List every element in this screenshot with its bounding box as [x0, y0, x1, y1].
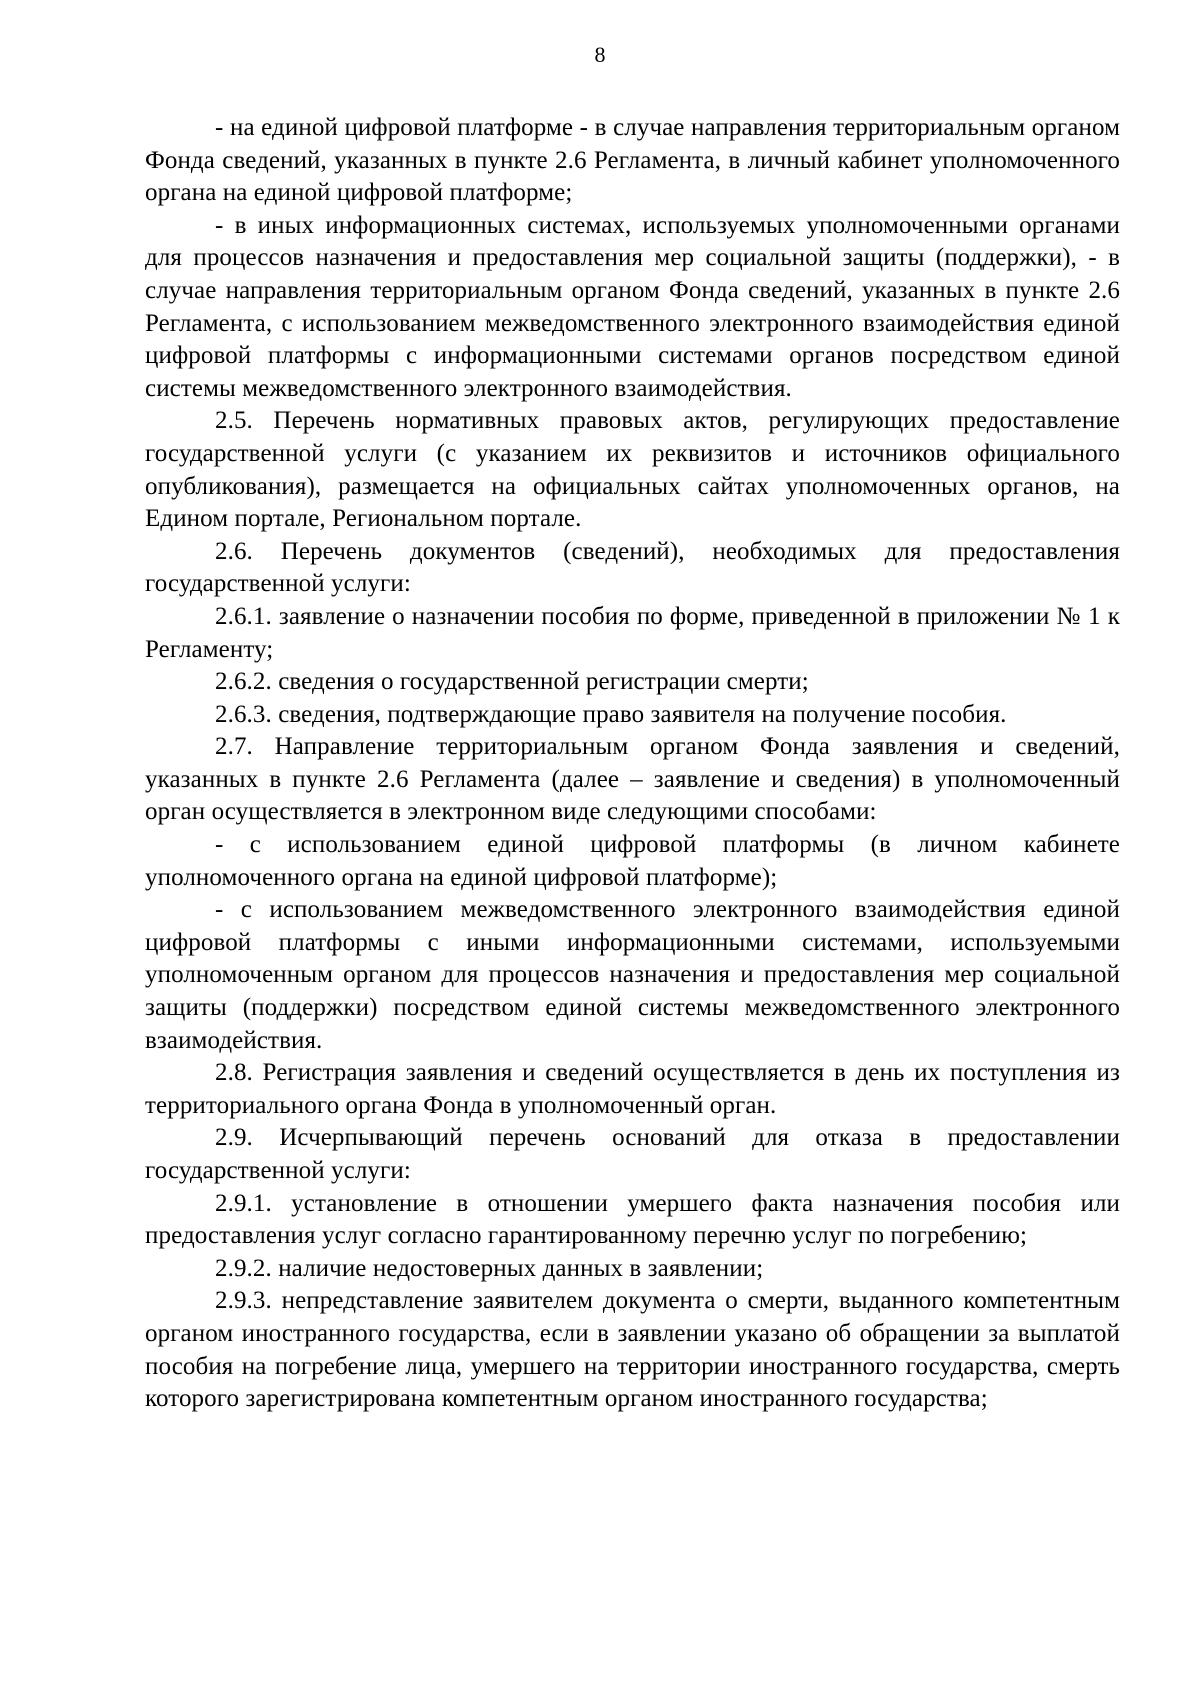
- paragraph-2-6: 2.6. Перечень документов (сведений), необходимых для предоставления государственной услуги:: [145, 537, 1120, 598]
- page-number: 8: [594, 42, 606, 67]
- paragraph-2-9-2: 2.9.2. наличие недостоверных данных в заявлении;: [215, 1254, 764, 1282]
- document-body: [145, 112, 1120, 1416]
- paragraph-2-5: 2.5. Перечень нормативных правовых актов, регулирующих предоставление государственной услуги (с указанием их реквизитов и источников официального опубликования), размещается на официальных сайтах уполномоченных органов, на Едином портале, Региональном портале.: [145, 407, 1120, 533]
- paragraph-2-6-2: 2.6.2. сведения о государственной регистрации смерти;: [215, 668, 809, 696]
- paragraph-2-9: 2.9. Исчерпывающий перечень оснований для отказа в предоставлении государственной услуги:: [145, 1124, 1120, 1184]
- paragraph-2-9-1: 2.9.1. установление в отношении умершего факта назначения пособия или предоставления услуг согласно гарантированному перечню услуг по погребению;: [145, 1189, 1120, 1250]
- paragraph-other-systems: - в иных информационных системах, используемых уполномоченными органами для процессов назначения и предоставления мер социальной защиты (поддержки), - в случае направления территориальным органом Фонда сведений, указанных в пункте 2.6 Регламента, с использованием межведомственного электронного взаимодействия единой цифровой платформы с информационными системами органов посредством единой системы межведомственного электронного взаимодействия.: [145, 211, 1120, 402]
- paragraph-method-platform: - с использованием единой цифровой платформы (в личном кабинете уполномоченного органа на единой цифровой платформе);: [145, 831, 1120, 891]
- paragraph-2-6-1: 2.6.1. заявление о назначении пособия по форме, приведенной в приложении № 1 к Регламенту;: [145, 602, 1120, 663]
- paragraph-2-6-3: 2.6.3. сведения, подтверждающие право заявителя на получение пособия.: [215, 700, 1007, 728]
- paragraph-2-8: 2.8. Регистрация заявления и сведений осуществляется в день их поступления из территориального органа Фонда в уполномоченный орган.: [145, 1059, 1120, 1119]
- paragraph-method-interaction: - с использованием межведомственного электронного взаимодействия единой цифровой платформы с иными информационными системами, используемыми уполномоченным органом для процессов назначения и предоставления мер социальной защиты (поддержки) посредством единой системы межведомственного электронного взаимодействия.: [145, 896, 1120, 1054]
- paragraph-2-9-3: 2.9.3. непредставление заявителем документа о смерти, выданного компетентным органом иностранного государства, если в заявлении указано об обращении за выплатой пособия на погребение лица, умершего на территории иностранного государства, смерть которого зарегистрирована компетентным органом иностранного государства;: [145, 1287, 1120, 1413]
- paragraph-2-7: 2.7. Направление территориальным органом Фонда заявления и сведений, указанных в пункте 2.6 Регламента (далее – заявление и сведения) в уполномоченный орган осуществляется в электронном виде следующими способами:: [145, 733, 1120, 826]
- paragraph-platform-cabinet: - на единой цифровой платформе - в случае направления территориальным органом Фонда сведений, указанных в пункте 2.6 Регламента, в личный кабинет уполномоченного органа на единой цифровой платформе;: [145, 114, 1120, 207]
